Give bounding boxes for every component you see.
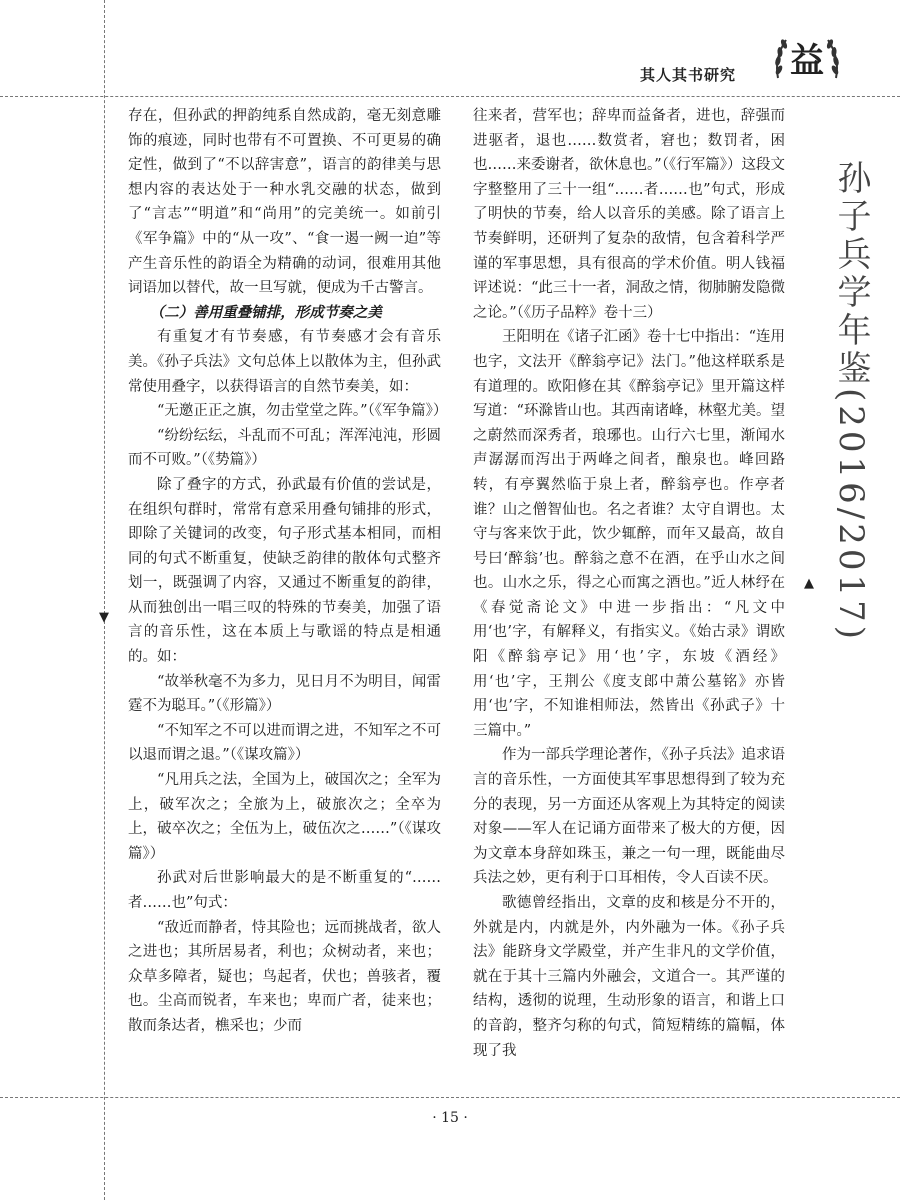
laurel-emblem-icon [770, 28, 844, 90]
quotation: “无邀正正之旗，勿击堂堂之阵。”（《军争篇》） [157, 403, 448, 420]
quotation: “凡用兵之法，全国为上，破国次之；全军为上，破军次之；全旅为上，破旅次之；全卒为上，破卒次之；全伍为上，破伍次之……”（《谋攻篇》） [128, 772, 441, 862]
paragraph: 往来者，营军也；辞卑而益备者，进也，辞强而进驱者，退也……数赏者，窘也；数罚者，困也……来委谢者，欲休息也。”（《行军篇》）这段文字整整用了三十一组“……者……也”句式，形成了明快的节奏，给人以音乐的美感。除了语言上节奏鲜明，还研判了复杂的敌情，包含着科学严谨的军事思想，具有很高的学术价值。明人钱福评述说：“此三十一者，洞敌之情，彻肺腑发隐微之论。”（《历子品粹》卷十三） [473, 108, 785, 321]
up-triangle-marker-icon: ▲ [804, 576, 814, 591]
paragraph: 除了叠字的方式，孙武最有价值的尝试是，在组织句群时，常常有意采用叠句铺排的形式，即除了关键词的改变，句子形式基本相同，而相同的句式不断重复，使缺乏韵律的散体句式整齐划一，既强调了内容，又通过不断重复的韵律，从而独创出一唱三叹的特殊的节奏美，加强了语言的音乐性，这在本质上与歌谣的特点是相通的。如： [128, 476, 441, 666]
paragraph: 有重复才有节奏感，有节奏感才会有音乐美。《孙子兵法》文句总体上以散体为主，但孙武常使用叠字，以获得语言的自然节奏美，如： [128, 329, 441, 395]
side-journal-title: 孙子兵学年鉴(2016/2017) [831, 160, 871, 644]
paragraph: 歌德曾经指出，文章的皮和核是分不开的，外就是内，内就是外，内外融为一体。《孙子兵法》能跻身文学殿堂，并产生非凡的文学价值，就在于其十三篇内外融会，文道合一。其严谨的结构，透彻的说理，生动形象的语言，和谐上口的音韵，整齐匀称的句式，简短精练的篇幅，体现了我 [473, 895, 785, 1059]
left-text-column [128, 104, 448, 1039]
right-text-column [473, 104, 785, 1063]
bottom-dashed-line [0, 1097, 900, 1098]
quotation: “故举秋毫不为多力，见日月不为明目，闻雷霆不为聪耳。”（《形篇》） [128, 673, 441, 715]
running-header: 其人其书研究 [640, 66, 737, 84]
quotation: “敌近而静者，恃其险也；远而挑战者，欲人之进也；其所居易者，利也；众树动者，来也；众草多障者，疑也；鸟起者，伏也；兽骇者，覆也。尘高而锐者，车来也；卑而广者，徒来也；散而条达者，樵采也；少而 [128, 919, 441, 1034]
paragraph: 作为一部兵学理论著作，《孙子兵法》追求语言的音乐性，一方面使其军事思想得到了较为充分的表现，另一方面还从客观上为其特定的阅读对象——军人在记诵方面带来了极大的方便，因为文章本身辞如珠玉，兼之一句一理，既能曲尽兵法之妙，更有利于口耳相传，令人百读不厌。 [473, 747, 785, 887]
paragraph: 存在，但孙武的押韵纯系自然成韵，毫无刻意雕饰的痕迹，同时也带有不可置换、不可更易的确定性，做到了“不以辞害意”，语言的韵律美与思想内容的表达处于一种水乳交融的状态，做到了“言志”“明道”和“尚用”的完美统一。如前引《军争篇》中的“从一攻”、“食一遏一阙一迫”等产生音乐性的韵语全为精确的动词，很难用其他词语加以替代，故一旦写就，便成为千古警言。 [128, 108, 441, 297]
down-triangle-marker-icon: ▼ [99, 610, 109, 625]
page-number: · 15 · [432, 1110, 468, 1126]
left-dashed-line [104, 0, 105, 1200]
section-subheading: （二）善用重叠铺排，形成节奏之美 [149, 303, 382, 321]
quotation: “纷纷纭纭，斗乱而不可乱；浑浑沌沌，形圆而不可败。”（《势篇》） [128, 427, 441, 469]
paragraph: 孙武对后世影响最大的是不断重复的“……者……也”句式： [128, 870, 441, 911]
emblem-glyph: 益 [790, 41, 824, 81]
top-dashed-line [0, 96, 900, 97]
paragraph: 王阳明在《诸子汇函》卷十七中指出：“连用也字，文法开《醉翁亭记》法门。”他这样联系是有道理的。欧阳修在其《醉翁亭记》里开篇这样写道：“环滁皆山也。其西南诸峰，林壑尤美。望之蔚然而深秀者，琅琊也。山行六七里，渐闻水声潺潺而泻出于两峰之间者，酿泉也。峰回路转，有亭翼然临于泉上者，醉翁亭也。作亭者谁？山之僧智仙也。名之者谁？太守自谓也。太守与客来饮于此，饮少辄醉，而年又最高，故自号曰‘醉翁’也。醉翁之意不在酒，在乎山水之间也。山水之乐，得之心而寓之酒也。”近人林纾在《春觉斋论文》中进一步指出：“凡文中用‘也’字，有解释义，有指实义。《始古录》谓欧阳《醉翁亭记》用‘也’字，东坡《酒经》用‘也’字，王荆公《度支郎中萧公墓铭》亦皆用‘也’字，不知谁相师法，然皆出《孙武子》十三篇中。” [473, 329, 785, 739]
quotation: “不知军之不可以进而谓之进，不知军之不可以退而谓之退。”（《谋攻篇》） [128, 722, 441, 764]
